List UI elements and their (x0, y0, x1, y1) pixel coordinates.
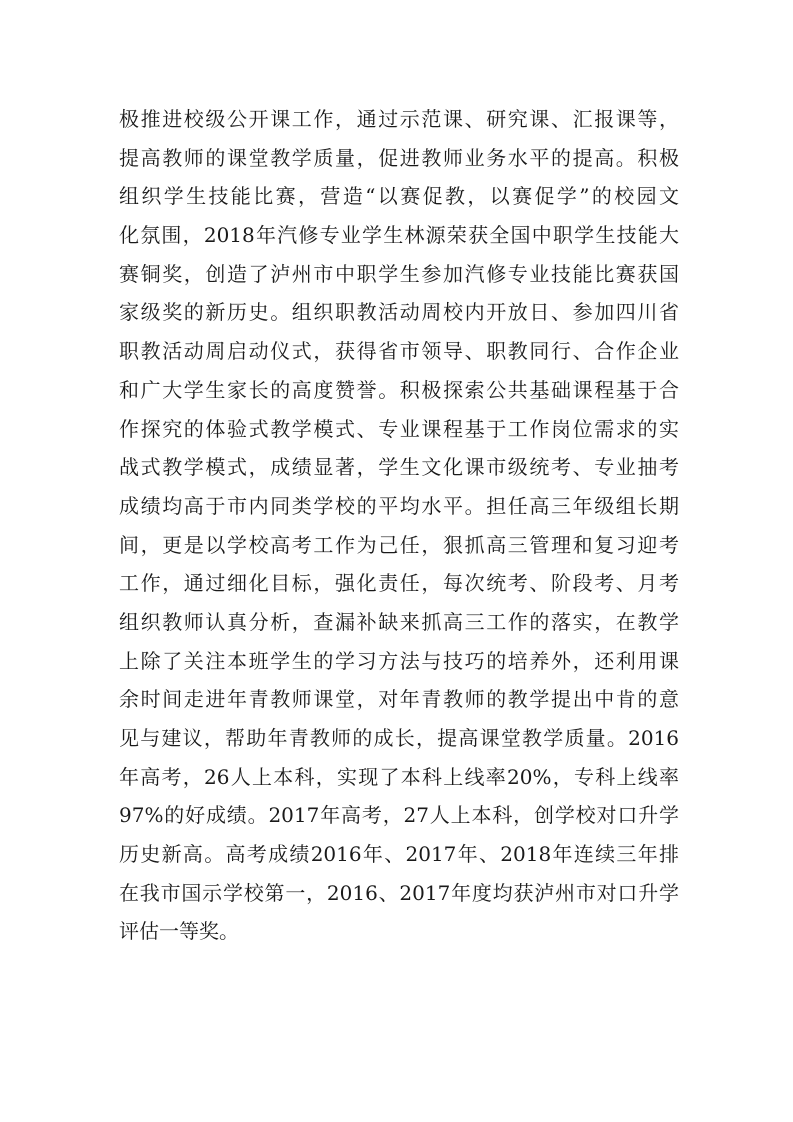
text-line-21: 在我市国示学校第一，2016、2017年度均获泸州市对口升学 (119, 880, 679, 905)
text-line-5: 赛铜奖，创造了泸州市中职学生参加汽修专业技能比赛获国 (119, 261, 679, 286)
text-line-16: 余时间走进年青教师课堂，对年青教师的教学提出中肯的意 (119, 687, 679, 712)
text-line-19: 97%的好成绩。2017年高考，27人上本科，创学校对口升学 (119, 803, 679, 828)
text-line-18: 年高考，26人上本科，实现了本科上线率20%，专科上线率 (119, 764, 679, 789)
text-line-3: 组织学生技能比赛，营造“以赛促教，以赛促学”的校园文 (119, 184, 679, 209)
body-paragraph (119, 100, 679, 951)
text-line-7: 职教活动周启动仪式，获得省市领导、职教同行、合作企业 (119, 339, 679, 364)
text-line-14: 组织教师认真分析，查漏补缺来抓高三工作的落实，在教学 (119, 609, 679, 634)
text-line-2: 提高教师的课堂教学质量，促进教师业务水平的提高。积极 (119, 145, 679, 170)
text-line-11: 成绩均高于市内同类学校的平均水平。担任高三年级组长期 (119, 493, 679, 518)
text-line-10: 战式教学模式，成绩显著，学生文化课市级统考、专业抽考 (119, 455, 679, 480)
text-line-8: 和广大学生家长的高度赞誉。积极探索公共基础课程基于合 (119, 377, 679, 402)
text-line-6: 家级奖的新历史。组织职教活动周校内开放日、参加四川省 (119, 300, 679, 325)
text-line-20: 历史新高。高考成绩2016年、2017年、2018年连续三年排 (119, 842, 679, 867)
text-line-15: 上除了关注本班学生的学习方法与技巧的培养外，还利用课 (119, 648, 679, 673)
text-line-22: 评估一等奖。 (119, 919, 239, 944)
text-line-4: 化氛围，2018年汽修专业学生林源荣获全国中职学生技能大 (119, 223, 679, 248)
text-line-1: 极推进校级公开课工作，通过示范课、研究课、汇报课等， (119, 107, 679, 131)
text-line-9: 作探究的体验式教学模式、专业课程基于工作岗位需求的实 (119, 416, 679, 441)
text-line-12: 间，更是以学校高考工作为己任，狠抓高三管理和复习迎考 (119, 532, 679, 557)
text-line-13: 工作，通过细化目标，强化责任，每次统考、阶段考、月考 (119, 571, 679, 596)
text-line-17: 见与建议，帮助年青教师的成长，提高课堂教学质量。2016 (119, 726, 679, 750)
